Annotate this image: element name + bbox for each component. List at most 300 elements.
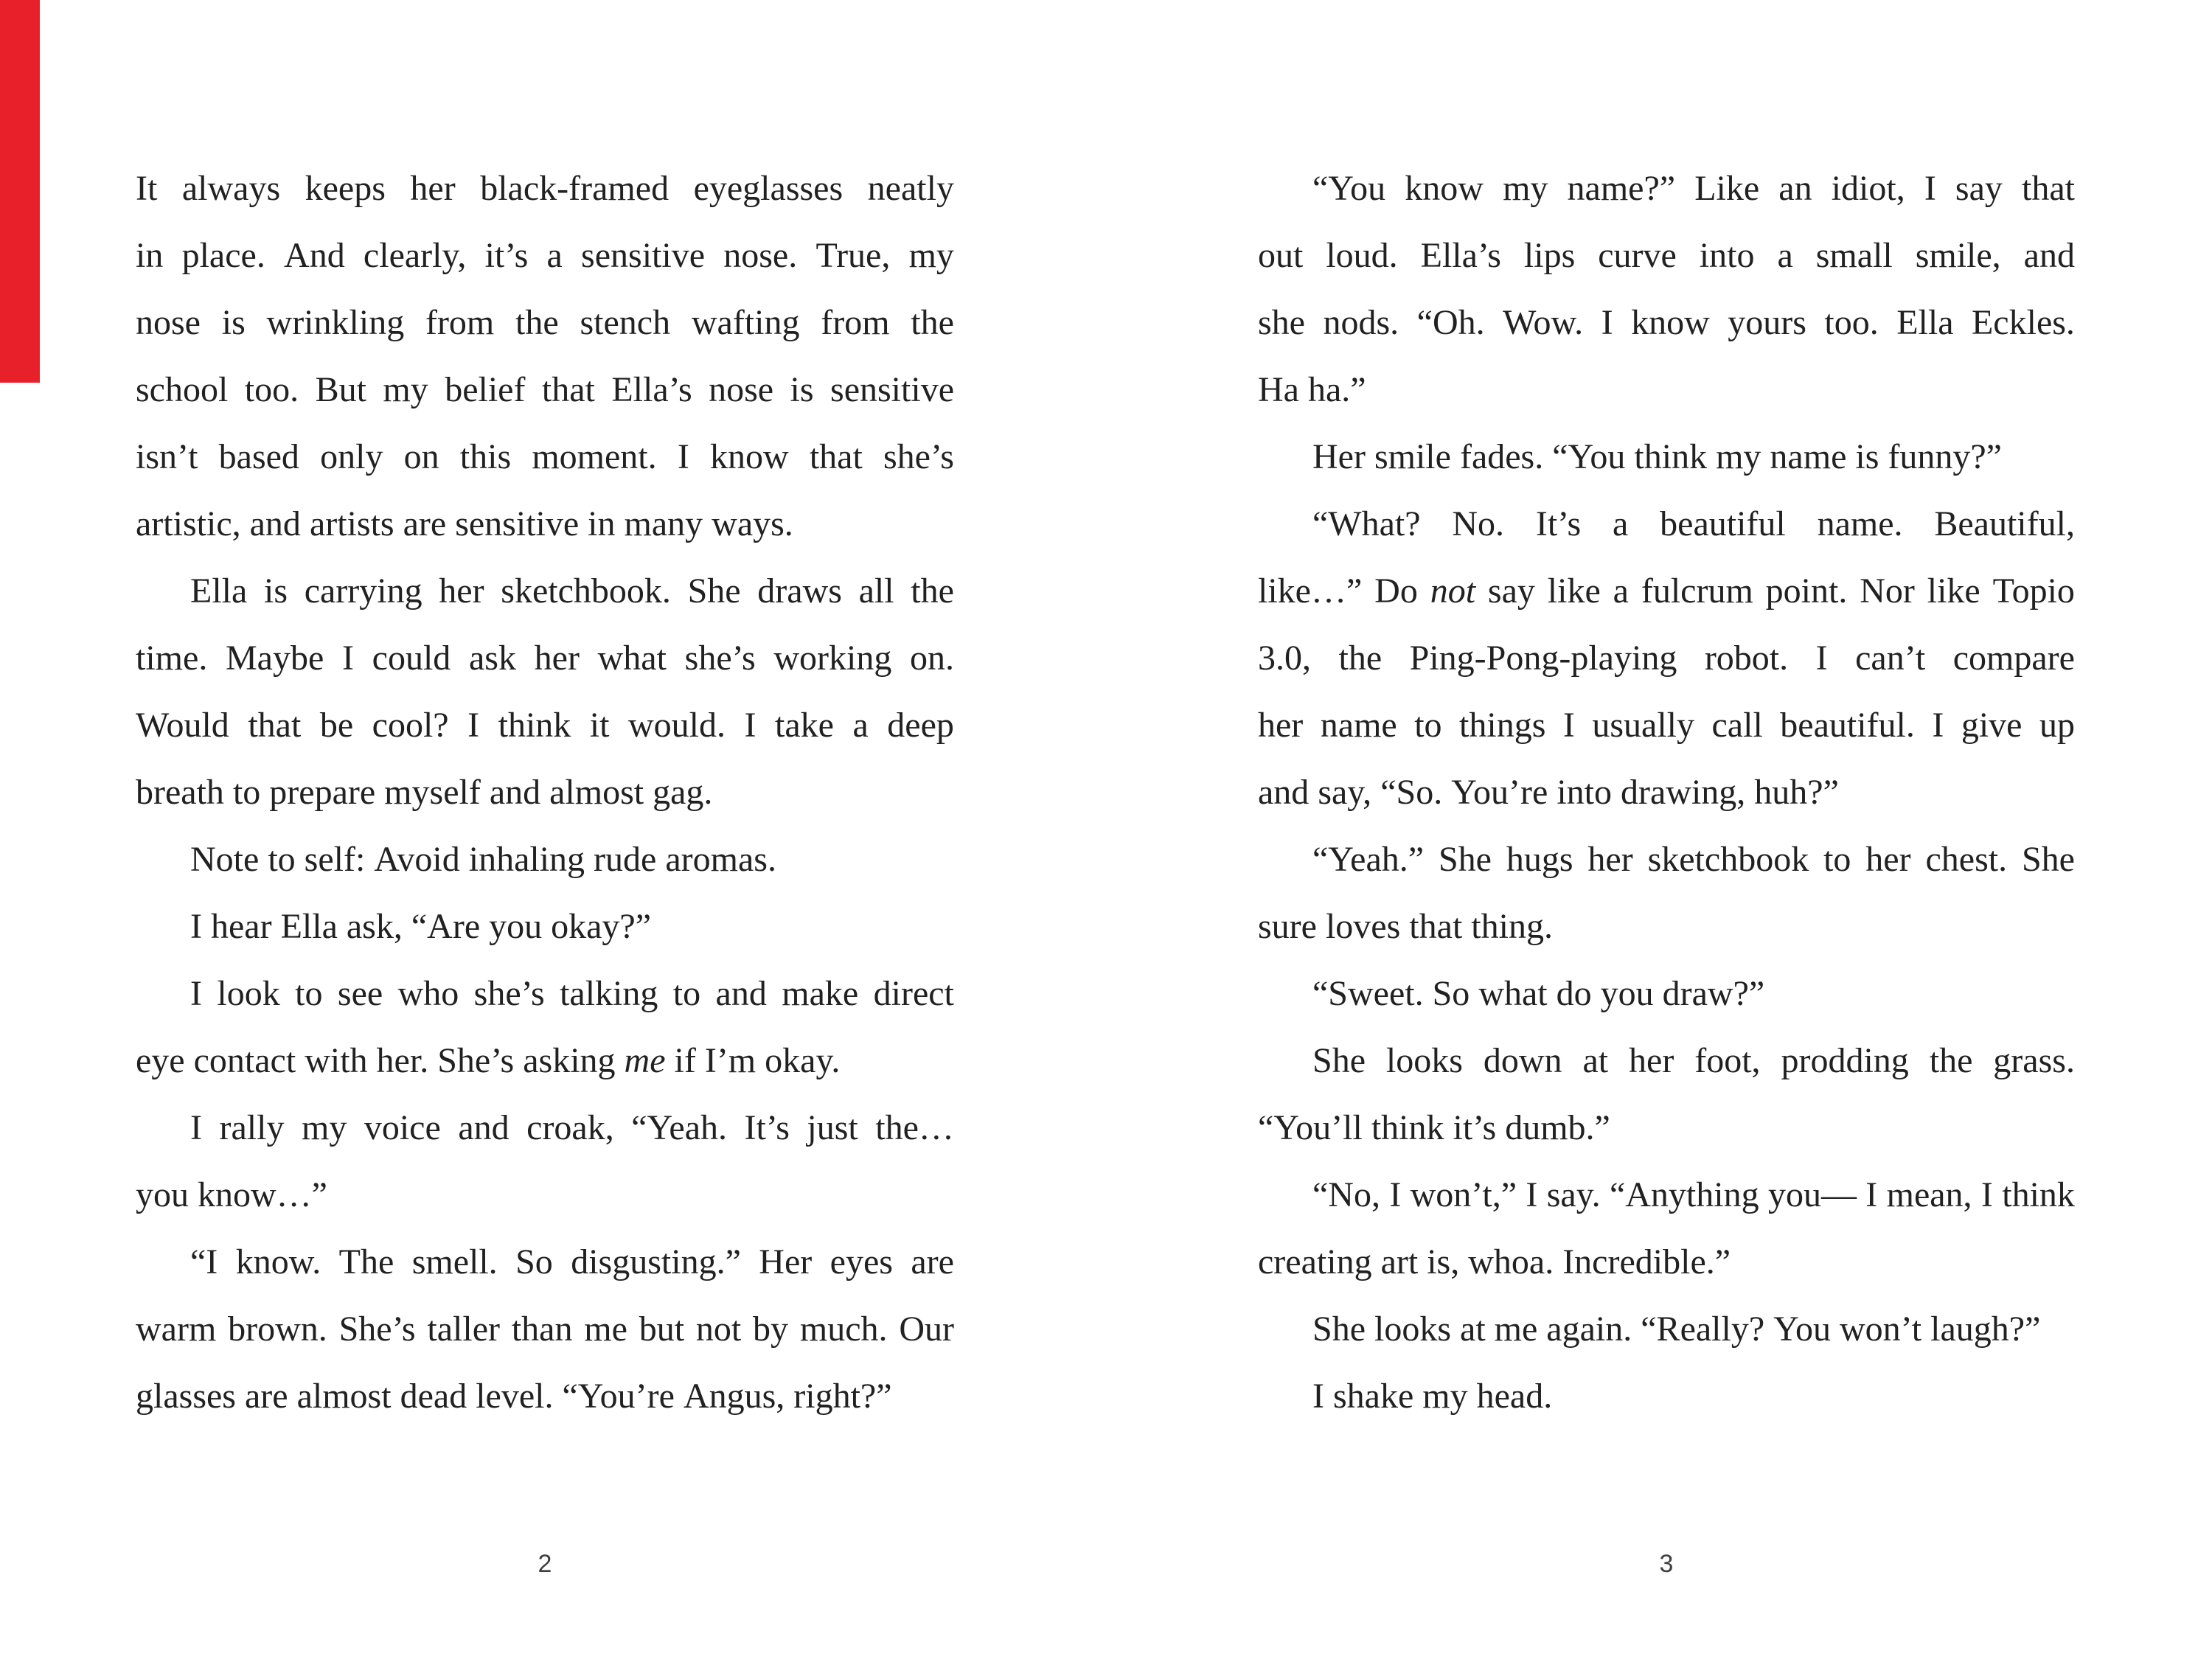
right-page-text: [1258, 155, 2075, 1430]
word: know.: [235, 1242, 321, 1281]
word: on.: [910, 639, 954, 678]
word: loud.: [1326, 236, 1398, 275]
word: deep: [887, 706, 954, 745]
word: to: [268, 840, 296, 879]
word: to: [232, 773, 261, 812]
word: I: [1601, 303, 1613, 342]
word: “You: [1312, 169, 1386, 208]
word: sure: [1258, 907, 1317, 946]
word: shake: [1332, 1377, 1414, 1416]
word: I: [677, 437, 689, 476]
word: things: [1459, 706, 1546, 745]
text-line: [136, 893, 954, 960]
word: too.: [244, 370, 299, 409]
word: not: [695, 1310, 742, 1349]
word: know: [1631, 303, 1710, 342]
word: dumb.”: [1505, 1108, 1610, 1147]
word: “Really?: [1641, 1310, 1765, 1349]
word: aromas.: [665, 840, 776, 879]
word: rude: [594, 840, 657, 879]
word: neatly: [867, 169, 954, 208]
text-line: [1258, 826, 2075, 893]
word: too.: [1824, 303, 1879, 342]
word: at: [1460, 1310, 1486, 1349]
word: can’t: [1855, 639, 1926, 678]
word: her: [1629, 1041, 1674, 1080]
word: many: [624, 504, 703, 543]
word: think: [1371, 1108, 1444, 1147]
word: that: [2022, 169, 2075, 208]
word: I: [1526, 1175, 1538, 1214]
word: know: [1405, 169, 1484, 208]
word: that: [809, 437, 863, 476]
word: Wow.: [1503, 303, 1584, 342]
word: voice: [364, 1108, 441, 1147]
text-line: [1258, 1094, 2075, 1161]
word: It’s: [1535, 504, 1582, 543]
word: It’s: [744, 1108, 790, 1147]
word: True,: [815, 236, 891, 275]
word: chest.: [1925, 840, 2008, 879]
word: Eckles.: [1971, 303, 2075, 342]
word: beautiful: [1660, 504, 1786, 543]
word: the: [911, 571, 954, 611]
word: hear: [210, 907, 272, 946]
text-line: [1258, 1295, 2075, 1363]
word: I: [190, 1108, 202, 1147]
word: fulcrum: [1641, 571, 1753, 611]
word: me: [584, 1310, 627, 1349]
page-number-left: 2: [538, 1550, 552, 1578]
word: “You: [1552, 437, 1626, 476]
word: it: [589, 706, 610, 745]
word: “You’ll: [1258, 1108, 1363, 1147]
word: with: [305, 1041, 368, 1080]
word: nose.: [723, 236, 798, 275]
word: glasses: [136, 1377, 236, 1416]
word: stench: [580, 303, 671, 342]
word: this: [459, 437, 512, 476]
word: funny?”: [1888, 437, 2002, 476]
word: art: [1380, 1242, 1419, 1281]
word: cool?: [372, 706, 449, 745]
text-line: [1258, 625, 2075, 692]
word: all: [858, 571, 894, 611]
word: Beautiful,: [1934, 504, 2075, 543]
word: black-framed: [480, 169, 669, 208]
word: She’s: [437, 1041, 515, 1080]
word: I: [1932, 706, 1944, 745]
text-line: [136, 557, 954, 625]
word: is,: [1427, 1242, 1460, 1281]
word: if: [674, 1041, 696, 1080]
word: my: [1503, 169, 1548, 208]
word: Do: [1374, 571, 1418, 611]
word: into: [1699, 236, 1755, 275]
word: “So.: [1380, 773, 1443, 812]
word: She: [1438, 840, 1492, 879]
word: I: [1312, 1377, 1324, 1416]
word: robot.: [1704, 639, 1789, 678]
word: her.: [376, 1041, 429, 1080]
word: nose: [136, 303, 201, 342]
word: Topio: [1992, 571, 2075, 611]
word: “Are: [411, 907, 481, 946]
word: whoa.: [1468, 1242, 1554, 1281]
word: direct: [873, 974, 954, 1013]
word: to: [1823, 840, 1851, 879]
word: huh?”: [1754, 773, 1839, 812]
word: I: [1865, 1175, 1878, 1214]
word: You’re: [1451, 773, 1548, 812]
word: smile: [1374, 437, 1451, 476]
text-line: [136, 423, 954, 490]
word: idiot,: [1831, 169, 1905, 208]
word: and: [1258, 773, 1310, 812]
word: So: [515, 1242, 553, 1281]
word: an: [1778, 169, 1812, 208]
word: you: [489, 907, 543, 946]
word: prepare: [269, 773, 376, 812]
text-line: [1258, 356, 2075, 423]
word: she: [1258, 303, 1305, 342]
word: know…”: [198, 1175, 327, 1214]
word: eyes: [830, 1242, 893, 1281]
word: to: [672, 974, 701, 1013]
word: make: [782, 974, 859, 1013]
word: level.: [476, 1377, 554, 1416]
word: lips: [1523, 236, 1576, 275]
word: Maybe: [226, 639, 324, 678]
word: moment.: [532, 437, 657, 476]
word: Incredible.”: [1562, 1242, 1731, 1281]
word: “Anything: [1609, 1175, 1759, 1214]
word: inhaling: [468, 840, 585, 879]
word: like: [1927, 571, 1980, 611]
word: than: [511, 1310, 573, 1349]
word: foot,: [1694, 1041, 1761, 1080]
word: 3.0,: [1258, 639, 1311, 678]
word: and: [2023, 236, 2075, 275]
word: artistic,: [136, 504, 241, 543]
word: just: [807, 1108, 858, 1147]
word: the: [1338, 639, 1382, 678]
word: taller: [427, 1310, 501, 1349]
word: point.: [1765, 571, 1848, 611]
word: think: [2002, 1175, 2075, 1214]
word: Her: [1312, 437, 1366, 476]
word: I: [1389, 1175, 1402, 1214]
word: she’s: [473, 974, 545, 1013]
word: smile,: [1915, 236, 2001, 275]
word: But: [315, 370, 366, 409]
word: is: [1855, 437, 1879, 476]
word: rally: [219, 1108, 285, 1147]
word: And: [284, 236, 345, 275]
word: always: [181, 169, 281, 208]
text-line: [1258, 893, 2075, 960]
word: my: [1422, 1377, 1468, 1416]
word: Our: [899, 1310, 954, 1349]
word: you: [1600, 974, 1654, 1013]
text-line: [136, 1363, 954, 1430]
word: thing.: [1471, 907, 1553, 946]
word: yours: [1728, 303, 1806, 342]
word: in: [588, 504, 616, 543]
word: by: [753, 1310, 789, 1349]
word: dead: [400, 1377, 467, 1416]
word: is: [221, 303, 246, 342]
word: say,: [1318, 773, 1372, 812]
word: “No,: [1312, 1175, 1380, 1214]
word: smell.: [411, 1242, 498, 1281]
word: ways.: [712, 504, 793, 543]
word: my: [301, 1108, 347, 1147]
word: I: [1815, 639, 1828, 678]
word: me: [1494, 1310, 1538, 1349]
word: who: [397, 974, 459, 1013]
word: “Oh.: [1416, 303, 1485, 342]
word: wrinkling: [266, 303, 405, 342]
word: I: [1924, 169, 1936, 208]
text-line: [136, 155, 954, 222]
word: her: [439, 571, 484, 611]
word: she’s: [883, 437, 954, 476]
word: her: [1587, 840, 1633, 879]
word: into: [1557, 773, 1612, 812]
word: and: [249, 504, 301, 543]
word: croak,: [526, 1108, 614, 1147]
word: Nor: [1860, 571, 1915, 611]
word: up: [2039, 706, 2075, 745]
word: ask,: [346, 907, 403, 946]
word: No.: [1452, 504, 1505, 543]
word: eyeglasses: [693, 169, 844, 208]
text-line: [136, 759, 954, 826]
word: Angus,: [683, 1377, 785, 1416]
word: Ella: [280, 907, 338, 946]
word: breath: [136, 773, 224, 812]
word: and: [458, 1108, 509, 1147]
word: artists: [309, 504, 394, 543]
word: drawing,: [1621, 773, 1746, 812]
text-line: [136, 490, 954, 557]
word: sensitive: [830, 370, 954, 409]
word: “What?: [1312, 504, 1421, 543]
word: to: [295, 974, 323, 1013]
word: you: [136, 1175, 189, 1214]
word: mean,: [1886, 1175, 1972, 1214]
word: carrying: [304, 571, 422, 611]
text-line: [1258, 759, 2075, 826]
word: like: [1547, 571, 1601, 611]
word: Ella’s: [1420, 236, 1501, 275]
word: and: [715, 974, 767, 1013]
page-number-right: 3: [1659, 1550, 1674, 1578]
word: her: [534, 639, 580, 678]
word: it’s: [1453, 1108, 1497, 1147]
word: loves: [1325, 907, 1401, 946]
word: what: [597, 639, 667, 678]
word: almost: [296, 1377, 392, 1416]
word: curve: [1598, 236, 1677, 275]
word: working: [773, 639, 892, 678]
word: She: [2021, 840, 2075, 879]
word: disgusting.”: [571, 1242, 741, 1281]
word: a: [1613, 571, 1629, 611]
word: school: [136, 370, 229, 409]
word: and: [489, 773, 541, 812]
word: talking: [560, 974, 658, 1013]
text-line: [136, 692, 954, 759]
word: Ella: [1896, 303, 1954, 342]
word: would.: [627, 706, 726, 745]
word: laugh?”: [1930, 1310, 2041, 1349]
word: the: [515, 303, 559, 342]
word: okay.: [765, 1041, 841, 1080]
word: okay?”: [551, 907, 652, 946]
word: I: [190, 974, 202, 1013]
word: my: [1716, 437, 1761, 476]
word: beautiful.: [1780, 706, 1915, 745]
word: a: [546, 236, 563, 275]
word: say: [1955, 169, 2003, 208]
word: her: [1865, 840, 1911, 879]
word: won’t: [1840, 1310, 1922, 1349]
word: it’s: [484, 236, 529, 275]
word: her: [410, 169, 456, 208]
word: to: [1414, 706, 1442, 745]
word: are: [911, 1242, 954, 1281]
word: “You’re: [562, 1377, 675, 1416]
word: the: [911, 303, 954, 342]
word: She: [687, 571, 741, 611]
italic-word: not: [1430, 571, 1476, 611]
word: I: [190, 907, 202, 946]
word: a: [852, 706, 869, 745]
word: name.: [1817, 504, 1903, 543]
word: but: [639, 1310, 685, 1349]
word: wafting: [691, 303, 800, 342]
word: on: [403, 437, 439, 476]
word: are: [244, 1377, 288, 1416]
word: She: [1312, 1310, 1366, 1349]
left-page-text: [136, 155, 954, 1430]
word: asking: [523, 1041, 616, 1080]
word: The: [338, 1242, 394, 1281]
word: won’t,”: [1410, 1175, 1517, 1214]
word: brown.: [228, 1310, 327, 1349]
word: nose: [709, 370, 774, 409]
text-line: [1258, 1027, 2075, 1094]
text-line: [136, 1027, 954, 1094]
word: you—: [1767, 1175, 1857, 1214]
word: ask: [468, 639, 516, 678]
italic-word: me: [624, 1041, 666, 1080]
word: She: [1312, 1041, 1366, 1080]
word: warm: [136, 1310, 217, 1349]
word: time.: [136, 639, 208, 678]
word: think: [1634, 437, 1708, 476]
word: ha.”: [1307, 370, 1366, 409]
word: her: [1258, 706, 1304, 745]
word: I: [341, 639, 354, 678]
word: eye: [136, 1041, 185, 1080]
word: clearly,: [363, 236, 467, 275]
word: give: [1961, 706, 2023, 745]
text-line: [1258, 423, 2075, 490]
word: know: [709, 437, 789, 476]
word: again.: [1546, 1310, 1632, 1349]
word: self:: [304, 840, 366, 879]
word: “Sweet.: [1312, 974, 1424, 1013]
word: look: [217, 974, 280, 1013]
text-line: [1258, 960, 2075, 1027]
text-line: [136, 1161, 954, 1228]
word: head.: [1476, 1377, 1553, 1416]
word: see: [337, 974, 383, 1013]
text-line: [136, 356, 954, 423]
word: down: [1483, 1041, 1562, 1080]
word: are: [403, 504, 447, 543]
word: “I: [190, 1242, 218, 1281]
word: only: [320, 437, 383, 476]
text-line: [1258, 490, 2075, 557]
word: call: [1711, 706, 1763, 745]
word: the: [1929, 1041, 1973, 1080]
word: prodding: [1781, 1041, 1909, 1080]
text-line: [136, 826, 954, 893]
word: keeps: [305, 169, 386, 208]
word: fades.: [1459, 437, 1544, 476]
word: she’s: [684, 639, 756, 678]
text-line: [1258, 155, 2075, 222]
word: be: [319, 706, 354, 745]
word: name: [1320, 706, 1397, 745]
word: Ha: [1258, 370, 1299, 409]
word: isn’t: [136, 437, 198, 476]
text-line: [1258, 1161, 2075, 1228]
word: Ping-Pong-playing: [1409, 639, 1677, 678]
word: that: [541, 370, 595, 409]
word: Avoid: [374, 840, 460, 879]
word: She’s: [338, 1310, 416, 1349]
word: “Yeah.: [631, 1108, 728, 1147]
word: belief: [445, 370, 526, 409]
word: from: [821, 303, 890, 342]
word: nods.: [1323, 303, 1399, 342]
text-line: [1258, 289, 2075, 356]
word: contact: [193, 1041, 296, 1080]
word: myself: [384, 773, 481, 812]
word: Her: [759, 1242, 813, 1281]
word: sketchbook.: [501, 571, 671, 611]
text-line: [1258, 1228, 2075, 1295]
word: usually: [1592, 706, 1695, 745]
word: from: [425, 303, 495, 342]
text-line: [136, 289, 954, 356]
red-ribbon-bookmark: [0, 0, 40, 383]
text-line: [136, 222, 954, 289]
word: say: [1487, 571, 1535, 611]
word: what: [1478, 974, 1548, 1013]
word: It: [136, 169, 158, 208]
word: small: [1815, 236, 1893, 275]
text-line: [136, 625, 954, 692]
word: at: [1582, 1041, 1609, 1080]
word: like…”: [1258, 571, 1363, 611]
word: out: [1258, 236, 1304, 275]
